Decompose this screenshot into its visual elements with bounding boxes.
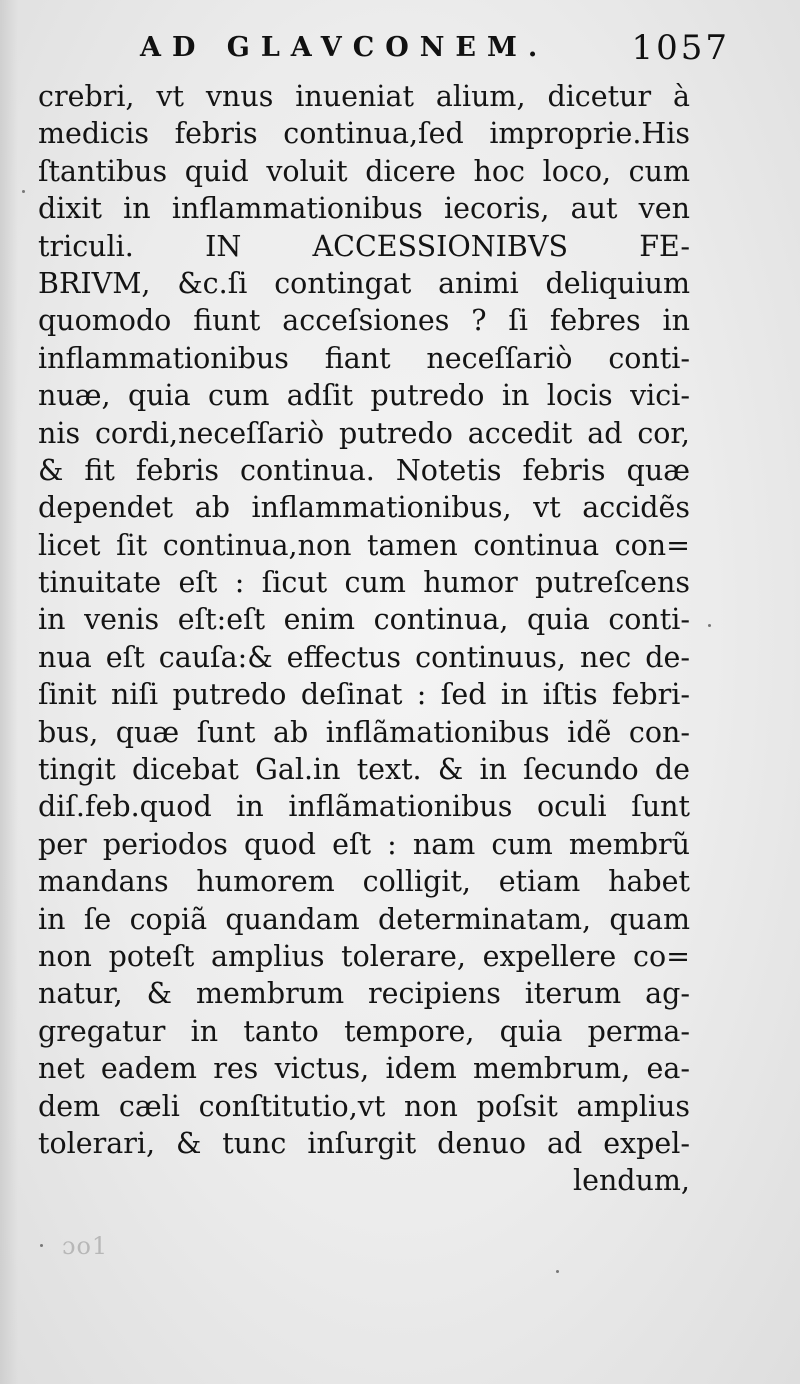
text-line: tinuitate eſt : ſicut cum humor putreſcens [38, 566, 690, 600]
text-line: crebri, vt vnus inueniat alium, dicetur à [38, 80, 690, 113]
paper-speck [40, 1244, 43, 1247]
paper-speck [22, 190, 25, 193]
text-line: nis cordi,neceſſariò putredo accedit ad cor, [38, 416, 690, 450]
page-number: 1057 [631, 28, 730, 68]
catchword-line: lendum, [572, 1164, 690, 1198]
text-line: dixit in inflammationibus iecoris, aut ven [38, 192, 690, 226]
text-line: ſtantibus quid voluit dicere hoc loco, cum [38, 154, 690, 188]
text-line: natur, & membrum recipiens iterum ag- [38, 977, 690, 1011]
paper-speck [556, 1270, 559, 1273]
text-line: licet ſit continua,non tamen continua con= [38, 528, 690, 562]
text-line: tingit dicebat Gal.in text. & in ſecundo de [38, 753, 690, 787]
text-line: quomodo fiunt acceſsiones ? ſi febres in [38, 304, 690, 338]
text-line: non poteſt amplius tolerare, expellere co= [38, 939, 690, 973]
text-line: nua eſt cauſa:& effectus continuus, nec de- [38, 640, 690, 674]
text-line: nuæ, quia cum adſit putredo in locis vici- [38, 379, 690, 413]
text-line: inflammationibus fiant neceſſariò conti- [38, 341, 690, 375]
running-head [140, 28, 730, 68]
text-line: gregatur in tanto tempore, quia perma- [38, 1014, 690, 1048]
text-line: net eadem res victus, idem membrum, ea- [38, 1052, 690, 1086]
text-line: in venis eſt:eſt enim continua, quia conti- [38, 603, 690, 637]
page-edge-shadow [0, 0, 18, 1384]
text-line: tolerari, & tunc inſurgit denuo ad expel- [38, 1126, 690, 1160]
text-line: triculi. IN ACCESSIONIBVS FE- [38, 229, 690, 263]
text-line: dem cæli conſtitutio,vt non poſsit amplius [38, 1089, 690, 1123]
text-line: per periodos quod eſt : nam cum membrũ [38, 827, 690, 861]
text-line: mandans humorem colligit, etiam habet [38, 865, 690, 899]
text-line: diſ.feb.quod in inflãmationibus oculi ſunt [38, 790, 690, 824]
text-line: medicis febris continua,ſed improprie.His [38, 117, 690, 151]
paper-speck [708, 624, 711, 627]
text-line: dependet ab inflammationibus, vt accidẽs [38, 491, 690, 525]
body-text [38, 78, 690, 1200]
bleed-through-mark: ɔo1 [62, 1232, 109, 1260]
text-line: & fit febris continua. Notetis febris quæ [38, 453, 690, 487]
text-line: in ſe copiã quandam determinatam, quam [38, 902, 690, 936]
text-line: ſinit niſi putredo deſinat : ſed in iſtis febri- [38, 678, 690, 712]
text-line: bus, quæ ſunt ab inflãmationibus idẽ con- [38, 715, 690, 749]
text-line: BRIVM, &c.ſi contingat animi deliquium [38, 266, 690, 300]
running-title: AD GLAVCONEM. [140, 32, 549, 63]
